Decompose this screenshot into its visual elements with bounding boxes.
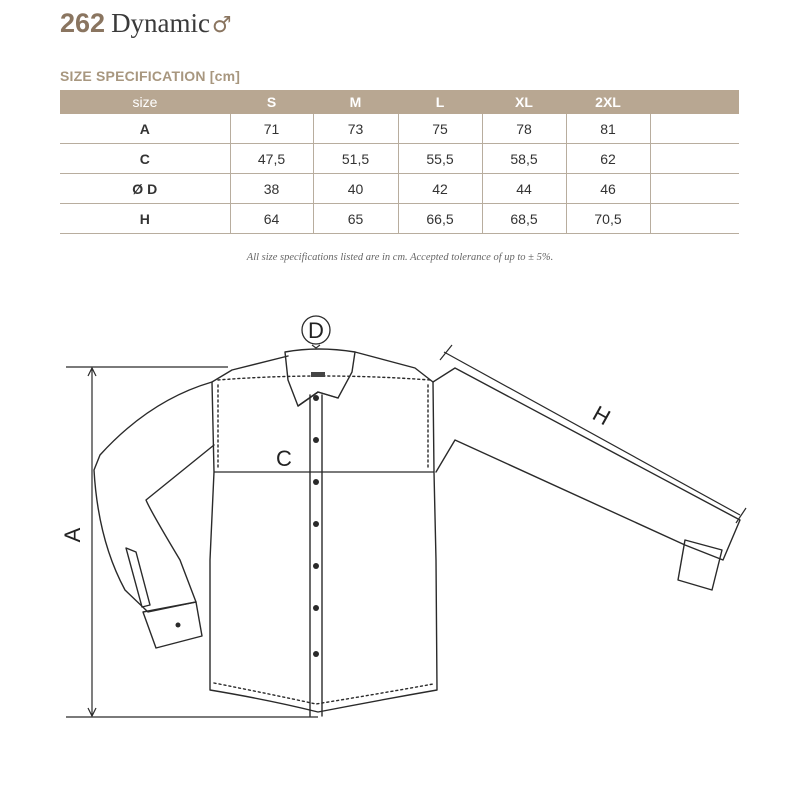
shirt-front-placket: [310, 395, 322, 716]
measure-a-label: A: [60, 527, 85, 543]
button-icon: [313, 651, 319, 657]
size-header-cell: M: [313, 90, 398, 114]
table-cell: 64: [230, 204, 313, 234]
table-cell: 44: [482, 174, 566, 204]
shirt-body-outline: [210, 352, 437, 712]
table-cell: 58,5: [482, 144, 566, 174]
shirt-right-cuff: [678, 540, 722, 590]
table-cell: 68,5: [482, 204, 566, 234]
product-name: Dynamic: [111, 8, 211, 38]
shirt-left-placket: [126, 548, 150, 607]
measure-c-label: C: [276, 446, 292, 471]
size-header-cell: S: [230, 90, 313, 114]
button-icon: [313, 563, 319, 569]
measure-h-label: H: [588, 400, 615, 431]
table-cell: 47,5: [230, 144, 313, 174]
table-cell: 75: [398, 114, 482, 144]
shirt-collar: [285, 349, 355, 406]
table-cell: 81: [566, 114, 650, 144]
size-header-cell: XL: [482, 90, 566, 114]
table-cell: 38: [230, 174, 313, 204]
measure-h: [440, 345, 746, 523]
row-label: A: [60, 114, 230, 144]
tolerance-note: All size specifications listed are in cm. Accepted tolerance of up to ± 5%.: [246, 252, 554, 263]
male-gender-icon: ♂: [212, 13, 232, 38]
table-cell: 40: [313, 174, 398, 204]
table-cell: 42: [398, 174, 482, 204]
button-icon: [313, 605, 319, 611]
button-icon: [313, 521, 319, 527]
table-cell: 71: [230, 114, 313, 144]
button-icon: [313, 437, 319, 443]
table-cell: 73: [313, 114, 398, 144]
table-cell: 46: [566, 174, 650, 204]
row-label: H: [60, 204, 230, 234]
table-cell: 51,5: [313, 144, 398, 174]
shirt-left-cuff: [143, 602, 202, 648]
measure-a: [66, 367, 318, 717]
table-cell: 78: [482, 114, 566, 144]
cuff-button-icon: [176, 623, 181, 628]
size-specification-heading: SIZE SPECIFICATION [cm]: [60, 68, 241, 84]
shirt-hem-stitch: [214, 683, 433, 704]
shirt-left-sleeve: [94, 382, 214, 612]
table-cell: 62: [566, 144, 650, 174]
row-label: Ø D: [60, 174, 230, 204]
table-cell: 66,5: [398, 204, 482, 234]
shirt-buttons: [176, 395, 320, 657]
row-label: C: [60, 144, 230, 174]
table-cell: 55,5: [398, 144, 482, 174]
button-icon: [313, 395, 319, 401]
size-header-label: size: [60, 90, 230, 114]
size-header-cell: 2XL: [566, 90, 650, 114]
brand-tag-icon: [311, 372, 325, 377]
table-cell: 70,5: [566, 204, 650, 234]
product-code: 262: [60, 8, 106, 38]
button-icon: [313, 479, 319, 485]
table-cell: 65: [313, 204, 398, 234]
measure-d-label: D: [308, 318, 324, 343]
size-header-cell: L: [398, 90, 482, 114]
shirt-right-sleeve: [433, 368, 740, 560]
